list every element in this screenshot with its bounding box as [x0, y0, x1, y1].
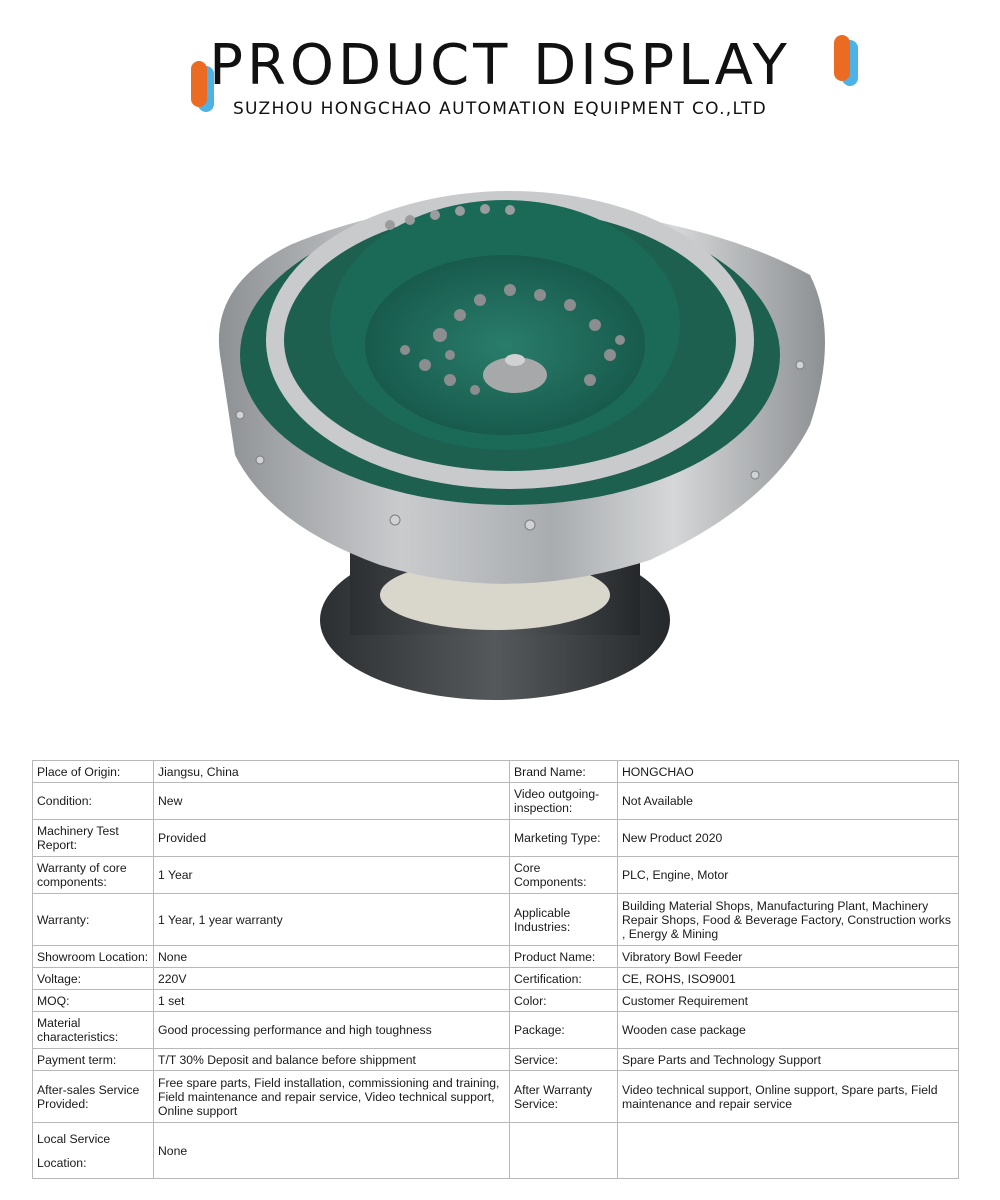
spec-row — [33, 946, 959, 968]
spec-row — [33, 968, 959, 990]
spec-label: Brand Name: — [510, 761, 618, 783]
spec-label: Material characteristics: — [33, 1012, 154, 1049]
spec-label: Product Name: — [510, 946, 618, 968]
spec-value: Video technical support, Online support, Spare parts, Field maintenance and repair service — [618, 1071, 959, 1123]
spec-row — [33, 783, 959, 820]
spec-row — [33, 761, 959, 783]
spec-row — [33, 1049, 959, 1071]
spec-label: Service: — [510, 1049, 618, 1071]
spec-value: Spare Parts and Technology Support — [618, 1049, 959, 1071]
spec-label: Video outgoing-inspection: — [510, 783, 618, 820]
spec-label: Machinery Test Report: — [33, 820, 154, 857]
spec-value: 220V — [154, 968, 510, 990]
spec-label: Showroom Location: — [33, 946, 154, 968]
spec-label: After Warranty Service: — [510, 1071, 618, 1123]
product-image — [210, 165, 830, 710]
spec-value: Customer Requirement — [618, 990, 959, 1012]
spec-label: Place of Origin: — [33, 761, 154, 783]
spec-row — [33, 857, 959, 894]
spec-value: Vibratory Bowl Feeder — [618, 946, 959, 968]
spec-value: New — [154, 783, 510, 820]
spec-value: Wooden case package — [618, 1012, 959, 1049]
spec-label: Core Components: — [510, 857, 618, 894]
spec-row — [33, 820, 959, 857]
spec-value: New Product 2020 — [618, 820, 959, 857]
spec-label — [510, 1123, 618, 1179]
spec-label: Voltage: — [33, 968, 154, 990]
spec-label: Payment term: — [33, 1049, 154, 1071]
company-name: SUZHOU HONGCHAO AUTOMATION EQUIPMENT CO.,LTD — [232, 99, 768, 119]
spec-row — [33, 894, 959, 946]
spec-value: Good processing performance and high toughness — [154, 1012, 510, 1049]
spec-value: 1 Year — [154, 857, 510, 894]
page-header — [0, 0, 1000, 130]
spec-row — [33, 990, 959, 1012]
spec-value: None — [154, 946, 510, 968]
spec-table — [32, 760, 959, 1179]
spec-row — [33, 1012, 959, 1049]
spec-row — [33, 1123, 959, 1179]
spec-label: Warranty of core components: — [33, 857, 154, 894]
spec-value: CE, ROHS, ISO9001 — [618, 968, 959, 990]
spec-label: Marketing Type: — [510, 820, 618, 857]
spec-value: Not Available — [618, 783, 959, 820]
spec-value: Free spare parts, Field installation, commissioning and training, Field maintenance and repair service, Video technical support, Online support — [154, 1071, 510, 1123]
spec-value — [618, 1123, 959, 1179]
spec-label: Package: — [510, 1012, 618, 1049]
spec-value: 1 set — [154, 990, 510, 1012]
spec-label: Condition: — [33, 783, 154, 820]
spec-label: MOQ: — [33, 990, 154, 1012]
spec-value: Jiangsu, China — [154, 761, 510, 783]
spec-value: Building Material Shops, Manufacturing Plant, Machinery Repair Shops, Food & Beverage Factory, Construction works , Energy & Mining — [618, 894, 959, 946]
spec-value: Provided — [154, 820, 510, 857]
page-title: PRODUCT DISPLAY — [209, 33, 791, 98]
spec-label: Certification: — [510, 968, 618, 990]
spec-label: Applicable Industries: — [510, 894, 618, 946]
spec-label: Local Service Location: — [33, 1123, 154, 1179]
spec-value: HONGCHAO — [618, 761, 959, 783]
spec-value: PLC, Engine, Motor — [618, 857, 959, 894]
spec-label: After-sales Service Provided: — [33, 1071, 154, 1123]
spec-value: None — [154, 1123, 510, 1179]
spec-value: 1 Year, 1 year warranty — [154, 894, 510, 946]
spec-row — [33, 1071, 959, 1123]
spec-label: Warranty: — [33, 894, 154, 946]
spec-label: Color: — [510, 990, 618, 1012]
spec-value: T/T 30% Deposit and balance before shippment — [154, 1049, 510, 1071]
